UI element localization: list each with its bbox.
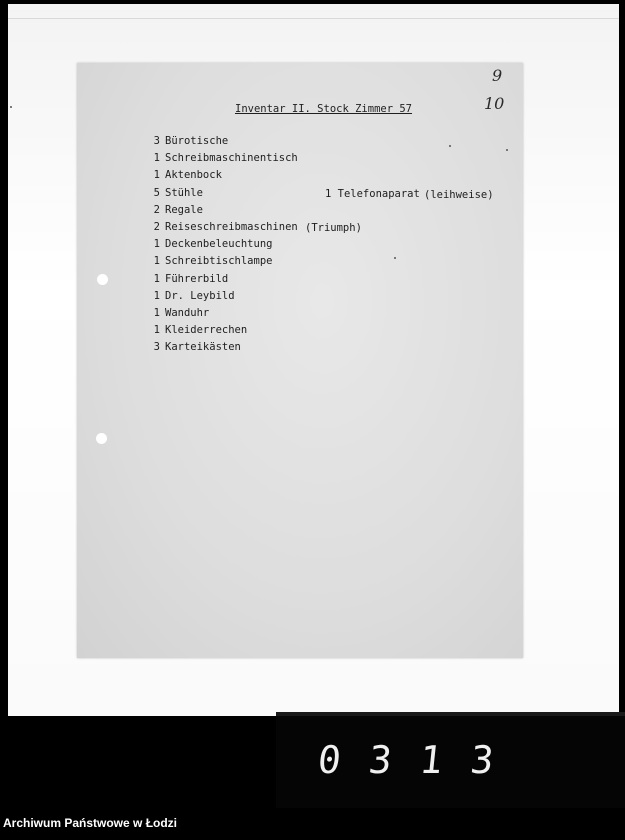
paper-speck (506, 149, 508, 151)
item-qty: 1 (153, 306, 160, 319)
archive-name: Archiwum Państwowe w Łodzi (3, 816, 178, 830)
item-name: Wanduhr (165, 306, 210, 319)
item-name: Reiseschreibmaschinen (165, 220, 298, 233)
item-qty: 5 (153, 186, 160, 199)
item-qty: 3 (153, 341, 160, 354)
item-qty: 1 (153, 272, 160, 285)
leihweise-note: (leihweise) (424, 189, 494, 201)
item-qty: 2 (153, 203, 160, 216)
item-name: Regale (165, 203, 203, 216)
paper-speck (449, 145, 451, 147)
paper-speck (10, 106, 12, 108)
punch-hole-bottom (96, 433, 107, 444)
item-name: Karteikästen (165, 341, 241, 354)
item-name: Führerbild (165, 272, 229, 285)
item-name: Schreibtischlampe (165, 255, 273, 268)
item-qty: 1 (153, 255, 160, 268)
item-name: Stühle (165, 186, 203, 199)
item-qty: 1 (153, 238, 160, 251)
item-qty: 1 (153, 324, 160, 337)
paper-speck (394, 257, 396, 259)
telefon-note: 1 Telefonaparat (325, 188, 420, 200)
item-name: Aktenbock (165, 169, 222, 182)
document-page (77, 63, 523, 658)
item-qty: 3 (153, 135, 160, 147)
item-qty: 1 (153, 289, 160, 302)
item-qty: 2 (153, 220, 160, 233)
page-number-lower: 10 (484, 94, 505, 113)
page-number-upper: 9 (492, 66, 503, 85)
item-name: Bürotische (165, 135, 229, 147)
frame-edge-line (8, 18, 619, 19)
punch-hole-top (97, 274, 108, 285)
item-qty: 1 (153, 152, 160, 165)
triumph-note: (Triumph) (305, 222, 362, 234)
item-name: Dr. Leybild (165, 289, 235, 302)
item-name: Deckenbeleuchtung (165, 238, 273, 251)
item-name: Kleiderrechen (165, 324, 248, 337)
frame-number: 0313 (315, 738, 524, 782)
page-title: Inventar II. Stock Zimmer 57 (235, 103, 413, 115)
item-qty: 1 (153, 169, 160, 182)
item-name: Schreibmaschinentisch (165, 152, 298, 165)
